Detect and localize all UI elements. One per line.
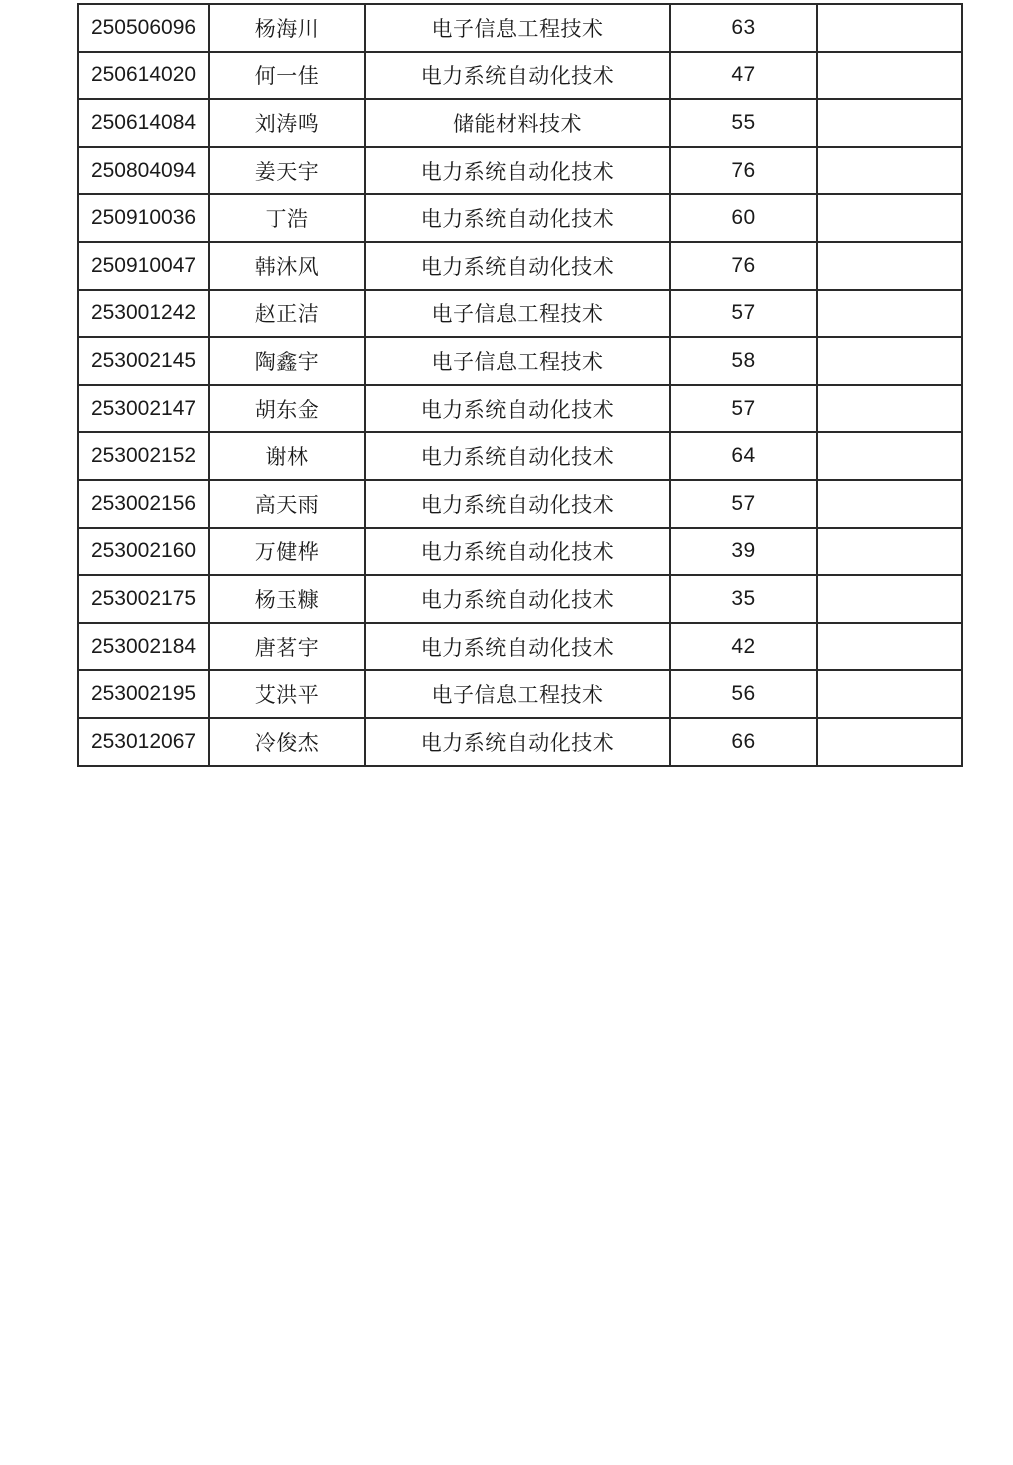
student-id-cell: 253002147	[78, 385, 209, 433]
note-cell	[817, 194, 962, 242]
score-cell: 42	[670, 623, 817, 671]
major-cell: 电力系统自动化技术	[365, 242, 670, 290]
score-cell: 58	[670, 337, 817, 385]
note-cell	[817, 480, 962, 528]
student-id-cell: 253001242	[78, 290, 209, 338]
student-id-cell: 250804094	[78, 147, 209, 195]
table-row	[78, 623, 962, 671]
table-row	[78, 99, 962, 147]
score-cell: 56	[670, 670, 817, 718]
table-row	[78, 385, 962, 433]
student-id-cell: 253002156	[78, 480, 209, 528]
major-cell: 电子信息工程技术	[365, 337, 670, 385]
score-cell: 47	[670, 52, 817, 100]
major-cell: 电力系统自动化技术	[365, 623, 670, 671]
table-row	[78, 147, 962, 195]
student-name-cell: 胡东金	[209, 385, 365, 433]
note-cell	[817, 385, 962, 433]
student-id-cell: 250910036	[78, 194, 209, 242]
note-cell	[817, 528, 962, 576]
note-cell	[817, 242, 962, 290]
table-row	[78, 718, 962, 766]
student-name-cell: 唐茗宇	[209, 623, 365, 671]
student-id-cell: 250614020	[78, 52, 209, 100]
student-id-cell: 250910047	[78, 242, 209, 290]
student-id-cell: 253002184	[78, 623, 209, 671]
table-row	[78, 670, 962, 718]
note-cell	[817, 337, 962, 385]
student-id-cell: 253002152	[78, 432, 209, 480]
score-table	[77, 3, 963, 767]
score-cell: 64	[670, 432, 817, 480]
student-name-cell: 刘涛鸣	[209, 99, 365, 147]
score-cell: 76	[670, 147, 817, 195]
score-cell: 76	[670, 242, 817, 290]
score-cell: 39	[670, 528, 817, 576]
major-cell: 电子信息工程技术	[365, 4, 670, 52]
table-row	[78, 194, 962, 242]
student-id-cell: 250614084	[78, 99, 209, 147]
note-cell	[817, 99, 962, 147]
note-cell	[817, 718, 962, 766]
student-name-cell: 杨海川	[209, 4, 365, 52]
table-row	[78, 528, 962, 576]
score-cell: 57	[670, 385, 817, 433]
note-cell	[817, 147, 962, 195]
note-cell	[817, 432, 962, 480]
note-cell	[817, 4, 962, 52]
student-id-cell: 250506096	[78, 4, 209, 52]
major-cell: 电子信息工程技术	[365, 670, 670, 718]
table-row	[78, 575, 962, 623]
score-cell: 66	[670, 718, 817, 766]
student-name-cell: 丁浩	[209, 194, 365, 242]
table-row	[78, 242, 962, 290]
note-cell	[817, 52, 962, 100]
student-name-cell: 杨玉糠	[209, 575, 365, 623]
table-row	[78, 290, 962, 338]
score-cell: 57	[670, 290, 817, 338]
major-cell: 电力系统自动化技术	[365, 718, 670, 766]
student-name-cell: 姜天宇	[209, 147, 365, 195]
major-cell: 电力系统自动化技术	[365, 385, 670, 433]
student-id-cell: 253012067	[78, 718, 209, 766]
student-name-cell: 冷俊杰	[209, 718, 365, 766]
major-cell: 电力系统自动化技术	[365, 528, 670, 576]
student-id-cell: 253002160	[78, 528, 209, 576]
score-cell: 57	[670, 480, 817, 528]
student-id-cell: 253002195	[78, 670, 209, 718]
major-cell: 储能材料技术	[365, 99, 670, 147]
score-cell: 55	[670, 99, 817, 147]
note-cell	[817, 670, 962, 718]
major-cell: 电力系统自动化技术	[365, 480, 670, 528]
major-cell: 电力系统自动化技术	[365, 575, 670, 623]
score-cell: 63	[670, 4, 817, 52]
student-name-cell: 陶鑫宇	[209, 337, 365, 385]
major-cell: 电子信息工程技术	[365, 290, 670, 338]
table-body	[78, 4, 962, 766]
table-row	[78, 432, 962, 480]
major-cell: 电力系统自动化技术	[365, 432, 670, 480]
major-cell: 电力系统自动化技术	[365, 147, 670, 195]
score-cell: 35	[670, 575, 817, 623]
note-cell	[817, 575, 962, 623]
table-row	[78, 52, 962, 100]
note-cell	[817, 623, 962, 671]
student-name-cell: 高天雨	[209, 480, 365, 528]
note-cell	[817, 290, 962, 338]
student-id-cell: 253002175	[78, 575, 209, 623]
major-cell: 电力系统自动化技术	[365, 52, 670, 100]
major-cell: 电力系统自动化技术	[365, 194, 670, 242]
student-id-cell: 253002145	[78, 337, 209, 385]
table-row	[78, 4, 962, 52]
score-cell: 60	[670, 194, 817, 242]
student-name-cell: 艾洪平	[209, 670, 365, 718]
student-name-cell: 赵正洁	[209, 290, 365, 338]
student-name-cell: 何一佳	[209, 52, 365, 100]
table-row	[78, 480, 962, 528]
student-name-cell: 韩沐风	[209, 242, 365, 290]
student-name-cell: 谢林	[209, 432, 365, 480]
student-name-cell: 万健桦	[209, 528, 365, 576]
table-row	[78, 337, 962, 385]
